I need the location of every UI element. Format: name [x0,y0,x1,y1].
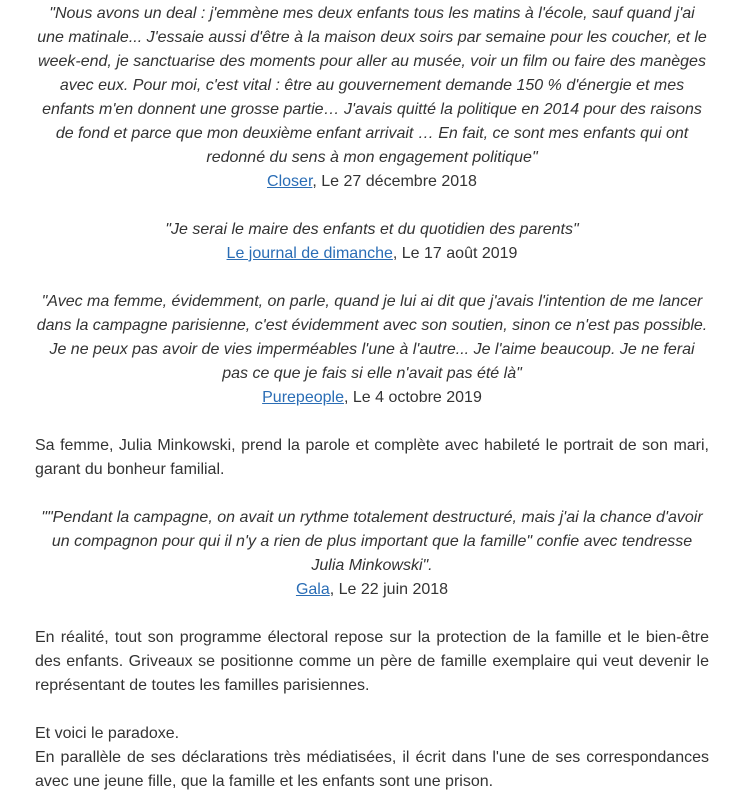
quote-text: "Nous avons un deal : j'emmène mes deux enfants tous les matins à l'école, sauf quand j'ai une matinale... J'essaie aussi d'être à la maison deux soirs par semaine pour les coucher, et le week-end, je sanctuarise des moments pour aller au musée, voir un film ou faire des manèges avec eux. Pour moi, c'est vital : être au gouvernement demande 150 % d'énergie et mes enfants m'en donnent une grosse partie… J'avais quitté la politique en 2014 pour des raisons de fond et parce que mon deuxième enfant arrivait … En fait, ce sont mes enfants qui ont redonné du sens à mon engagement politique" [37,5,707,166]
quote-date: , Le 4 octobre 2019 [343,389,482,406]
spacer [35,482,709,506]
quote-date: , Le 17 août 2019 [392,245,518,262]
source-link-closer[interactable]: Closer [267,173,313,190]
quote-block [35,290,709,410]
quote-source [35,386,709,410]
paragraph-julia: Sa femme, Julia Minkowski, prend la parole et complète avec habileté le portrait de son mari, garant du bonheur familial. [35,437,709,478]
spacer [35,410,709,434]
paragraph-paradoxe: En parallèle de ses déclarations très médiatisées, il écrit dans l'une de ses correspondances avec une jeune fille, que la famille et les enfants sont une prison. [35,749,709,790]
quote-text: ""Pendant la campagne, on avait un rythme totalement destructuré, mais j'ai la chance d'avoir un compagnon pour qui il n'y a rien de plus important que la famille" confie avec tendresse Julia Minkowski". [41,509,703,574]
quote-date: , Le 27 décembre 2018 [312,173,477,190]
quote-text: "Avec ma femme, évidemment, on parle, quand je lui ai dit que j'avais l'intention de me lancer dans la campagne parisienne, c'est évidemment avec son soutien, sinon ce n'est pas possible. Je ne peux pas avoir de vies imperméables l'une à l'autre... Je l'aime beaucoup. Je ne ferai pas ce que je fais si elle n'avait pas été là" [36,293,708,382]
source-link-purepeople[interactable]: Purepeople [262,389,344,406]
quote-source [35,170,709,194]
spacer [35,266,709,290]
quote-date: , Le 22 juin 2018 [329,581,449,598]
spacer [35,698,709,722]
source-link-gala[interactable]: Gala [295,581,330,598]
quote-source [35,242,709,266]
spacer [35,194,709,218]
quote-block [35,2,709,194]
quote-source [35,578,709,602]
quote-text: "Je serai le maire des enfants et du quotidien des parents" [165,221,579,238]
quote-block [35,218,709,266]
quote-block [35,506,709,602]
paragraph-paradoxe-intro: Et voici le paradoxe. [35,725,180,742]
source-link-jdd[interactable]: Le journal de dimanche [226,245,393,262]
spacer [35,602,709,626]
paragraph-programme: En réalité, tout son programme électoral repose sur la protection de la famille et le bien-être des enfants. Griveaux se positionne comme un père de famille exemplaire qui veut devenir le représentant de toutes les familles parisiennes. [35,629,709,694]
